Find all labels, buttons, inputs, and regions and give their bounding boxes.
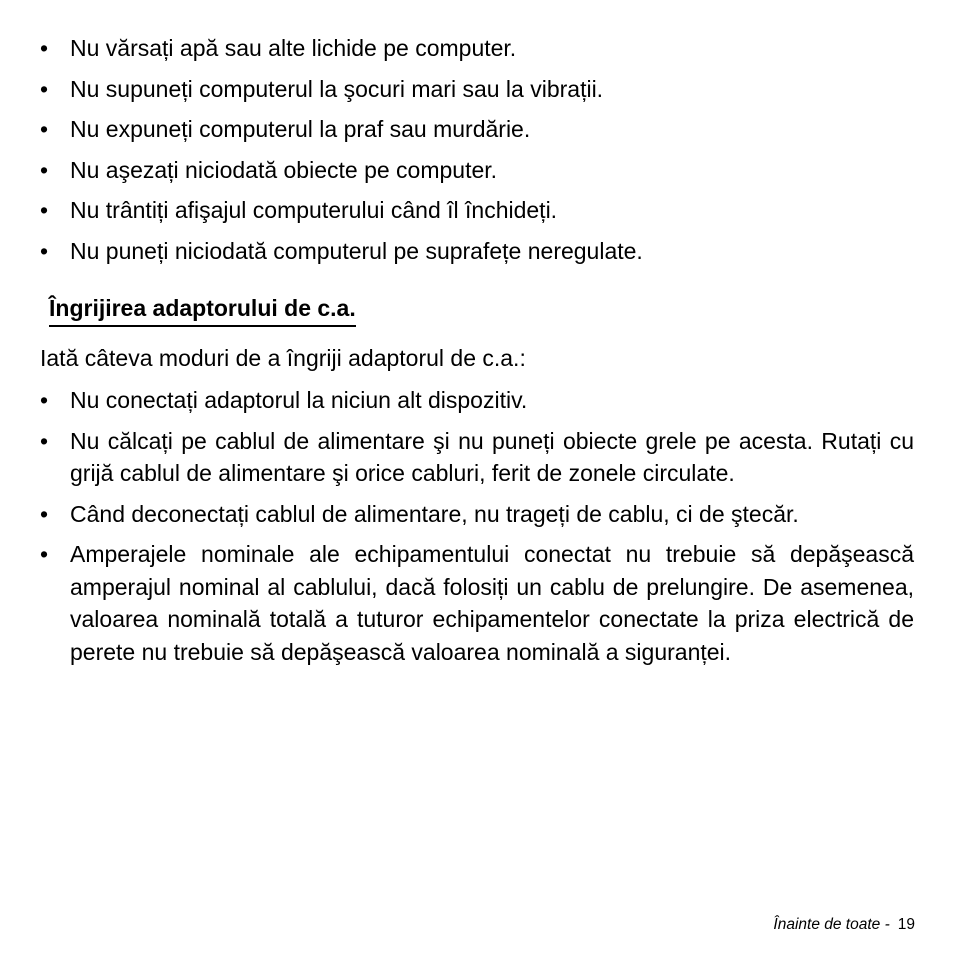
list-item-text: Nu expuneți computerul la praf sau murdărie. <box>70 116 531 142</box>
list-item <box>40 194 914 227</box>
bullet-marker: • <box>40 237 49 264</box>
care-tips-list <box>40 32 914 275</box>
list-item-text: Nu supuneți computerul la şocuri mari sau la vibrații. <box>70 75 604 102</box>
bullet-marker: • <box>40 387 49 413</box>
list-item-text: Amperajele nominale ale echipamentului conectat nu trebuie să depăşească amperajul nominal al cablului, dacă folosiți un cablu de prelungire. De asemenea, valoarea nominală totală a tuturor echipamentelor conectate la priza electrică de perete nu trebuie să depăşească valoarea nominală a siguranței. <box>70 541 914 665</box>
bullet-marker: • <box>40 427 49 454</box>
bullet-marker: • <box>40 116 49 142</box>
list-item <box>40 425 914 490</box>
adapter-care-list <box>40 384 914 676</box>
bullet-marker: • <box>40 197 49 223</box>
list-item-text: Nu vărsați apă sau alte lichide pe computer. <box>70 35 517 61</box>
page-number: 19 <box>897 916 915 933</box>
bullet-marker: • <box>40 500 49 527</box>
list-item-text: Nu puneți niciodată computerul pe suprafețe neregulate. <box>70 237 643 264</box>
list-item <box>40 384 914 417</box>
list-item-text: Nu conectați adaptorul la niciun alt dispozitiv. <box>70 387 528 413</box>
list-item <box>40 498 914 531</box>
page-footer <box>773 916 915 934</box>
list-item <box>40 154 914 187</box>
list-item-text: Când deconectați cablul de alimentare, nu trageți de cablu, ci de ştecăr. <box>70 500 799 527</box>
list-item-text: Nu aşezați niciodată obiecte pe computer. <box>70 156 498 183</box>
list-item-text: Nu trântiți afişajul computerului când îl închideți. <box>70 197 558 223</box>
bullet-marker: • <box>40 75 49 102</box>
section-heading: Îngrijirea adaptorului de c.a. <box>49 292 356 327</box>
bullet-marker: • <box>40 541 49 567</box>
list-item <box>40 113 914 146</box>
list-item <box>40 32 914 65</box>
section-intro: Iată câteva moduri de a îngriji adaptorul de c.a.: <box>40 345 526 371</box>
bullet-marker: • <box>40 35 49 61</box>
bullet-marker: • <box>40 156 49 183</box>
list-item <box>40 538 914 668</box>
list-item <box>40 73 914 106</box>
footer-section-label: Înainte de toate - <box>773 916 890 933</box>
list-item-text: Nu călcați pe cablul de alimentare şi nu puneți obiecte grele pe acesta. Rutați cu grijă cablul de alimentare şi orice cabluri, ferit de zonele circulate. <box>70 427 914 486</box>
list-item <box>40 235 914 268</box>
